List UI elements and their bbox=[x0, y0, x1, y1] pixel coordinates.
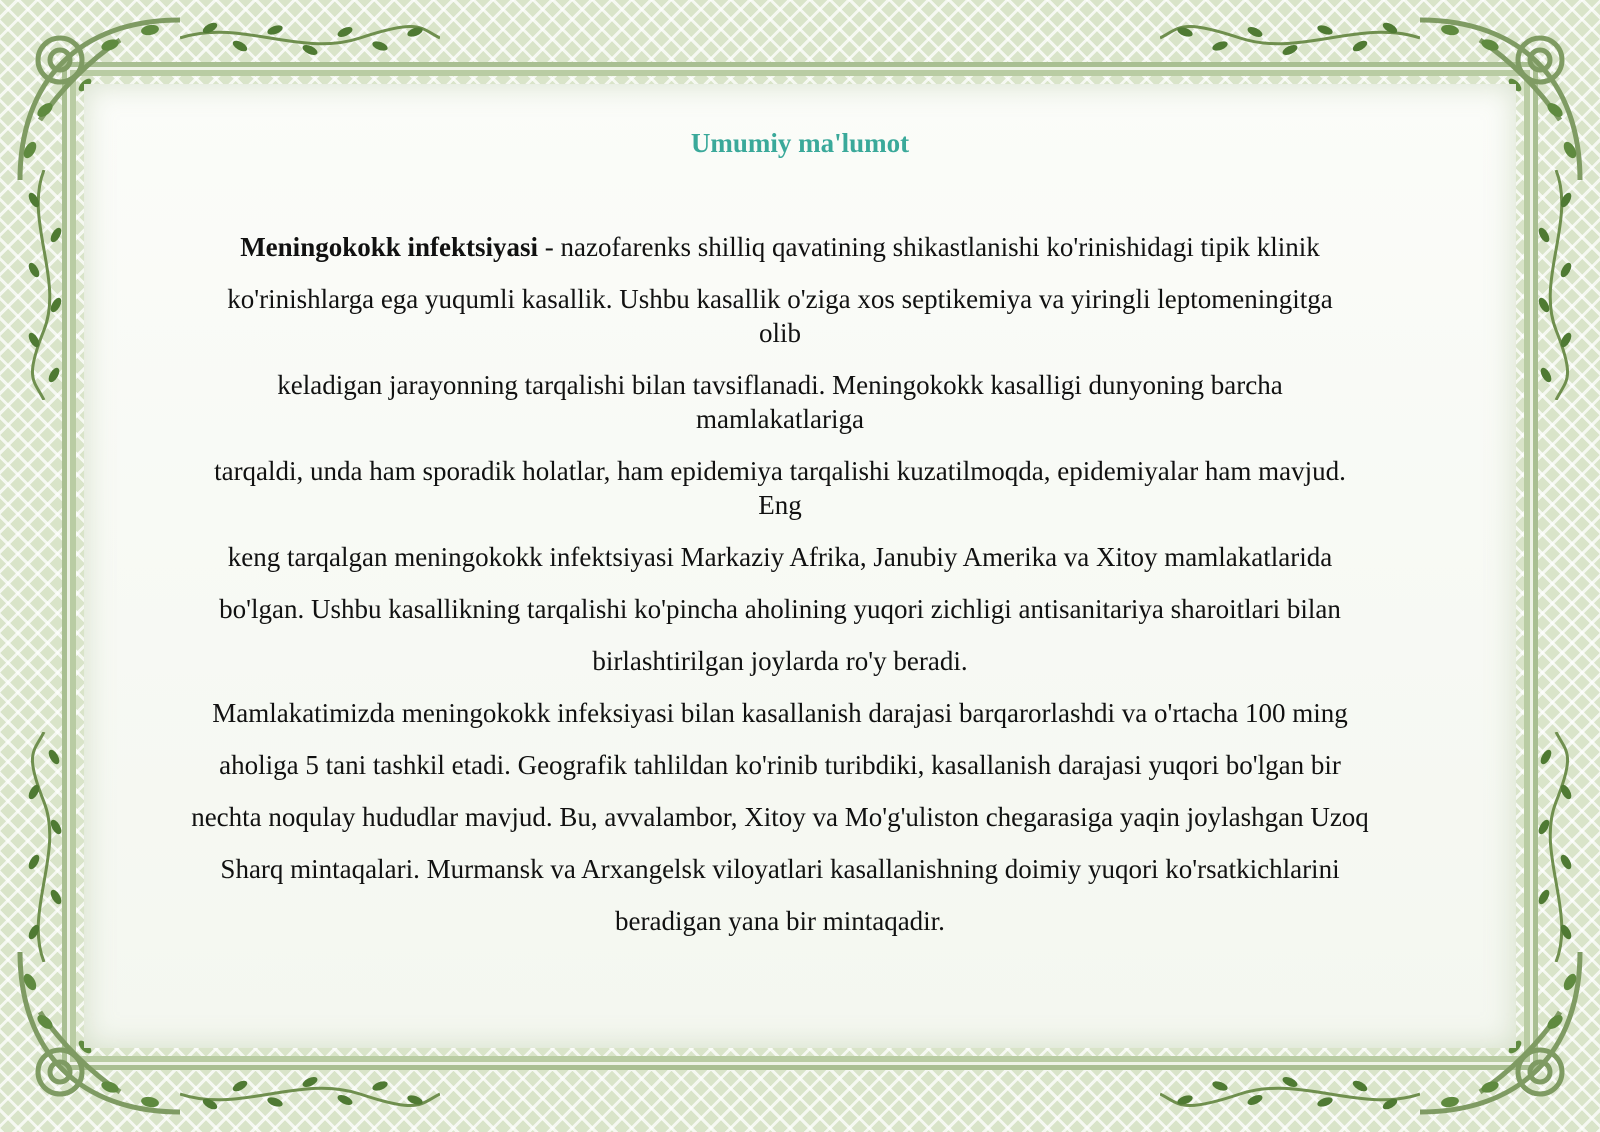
paragraph-line: tarqaldi, unda ham sporadik holatlar, ham epidemiya tarqalishi kuzatilmoqda, epidemiyalar ham mavjud. bbox=[214, 456, 1346, 486]
paragraph-line: aholiga 5 tani tashkil etadi. Geografik tahlildan ko'rinib turibdiki, kasallanish darajasi yuqori bo'lgan bir bbox=[219, 750, 1341, 780]
paragraph-line: keng tarqalgan meningokokk infektsiyasi Markaziy Afrika, Janubiy Amerika va Xitoy mamlakatlarida bbox=[227, 542, 1333, 572]
page-title: Umumiy ma'lumot bbox=[690, 128, 910, 158]
vine-ornament bbox=[1526, 170, 1586, 400]
paragraph-line: beradigan yana bir mintaqadir. bbox=[615, 906, 945, 936]
paragraph-line: ko'rinishlarga ega yuqumli kasallik. Ushbu kasallik o'ziga xos septikemiya va yiringli leptomeningitga bbox=[227, 284, 1333, 314]
vine-ornament bbox=[1160, 8, 1420, 68]
vine-ornament bbox=[180, 1064, 440, 1124]
paragraph-line: bo'lgan. Ushbu kasallikning tarqalishi ko'pincha aholining yuqori zichligi antisanitariya sharoitlari bilan bbox=[219, 594, 1341, 624]
paragraph-line: Mamlakatimizda meningokokk infeksiyasi bilan kasallanish darajasi barqarorlashdi va o'rtacha 100 ming bbox=[212, 698, 1348, 728]
paragraph-line: nechta noqulay hududlar mavjud. Bu, avvalambor, Xitoy va Mo'g'uliston chegarasiga yaqin joylashgan Uzoq bbox=[191, 802, 1369, 832]
paragraph-line bbox=[120, 232, 1440, 263]
paragraph-line: Eng bbox=[758, 490, 802, 520]
vine-ornament bbox=[14, 170, 74, 400]
paragraph-text: - nazofarenks shilliq qavatining shikastlanishi ko'rinishidagi tipik klinik bbox=[538, 232, 1320, 262]
paragraph-line: Sharq mintaqalari. Murmansk va Arxangelsk viloyatlari kasallanishning doimiy yuqori ko'rsatkichlarini bbox=[220, 854, 1340, 884]
paragraph-line: olib bbox=[758, 318, 801, 348]
paragraph-line: keladigan jarayonning tarqalishi bilan tavsiflanadi. Meningokokk kasalligi dunyoning barcha bbox=[277, 370, 1283, 400]
paragraph-line: birlashtirilgan joylarda ro'y beradi. bbox=[592, 646, 968, 676]
vine-ornament bbox=[14, 732, 74, 962]
paragraph-line: mamlakatlariga bbox=[696, 404, 864, 434]
vine-ornament bbox=[1160, 1064, 1420, 1124]
vine-ornament bbox=[1526, 732, 1586, 962]
vine-ornament bbox=[180, 8, 440, 68]
lead-term: Meningokokk infektsiyasi bbox=[240, 232, 539, 262]
